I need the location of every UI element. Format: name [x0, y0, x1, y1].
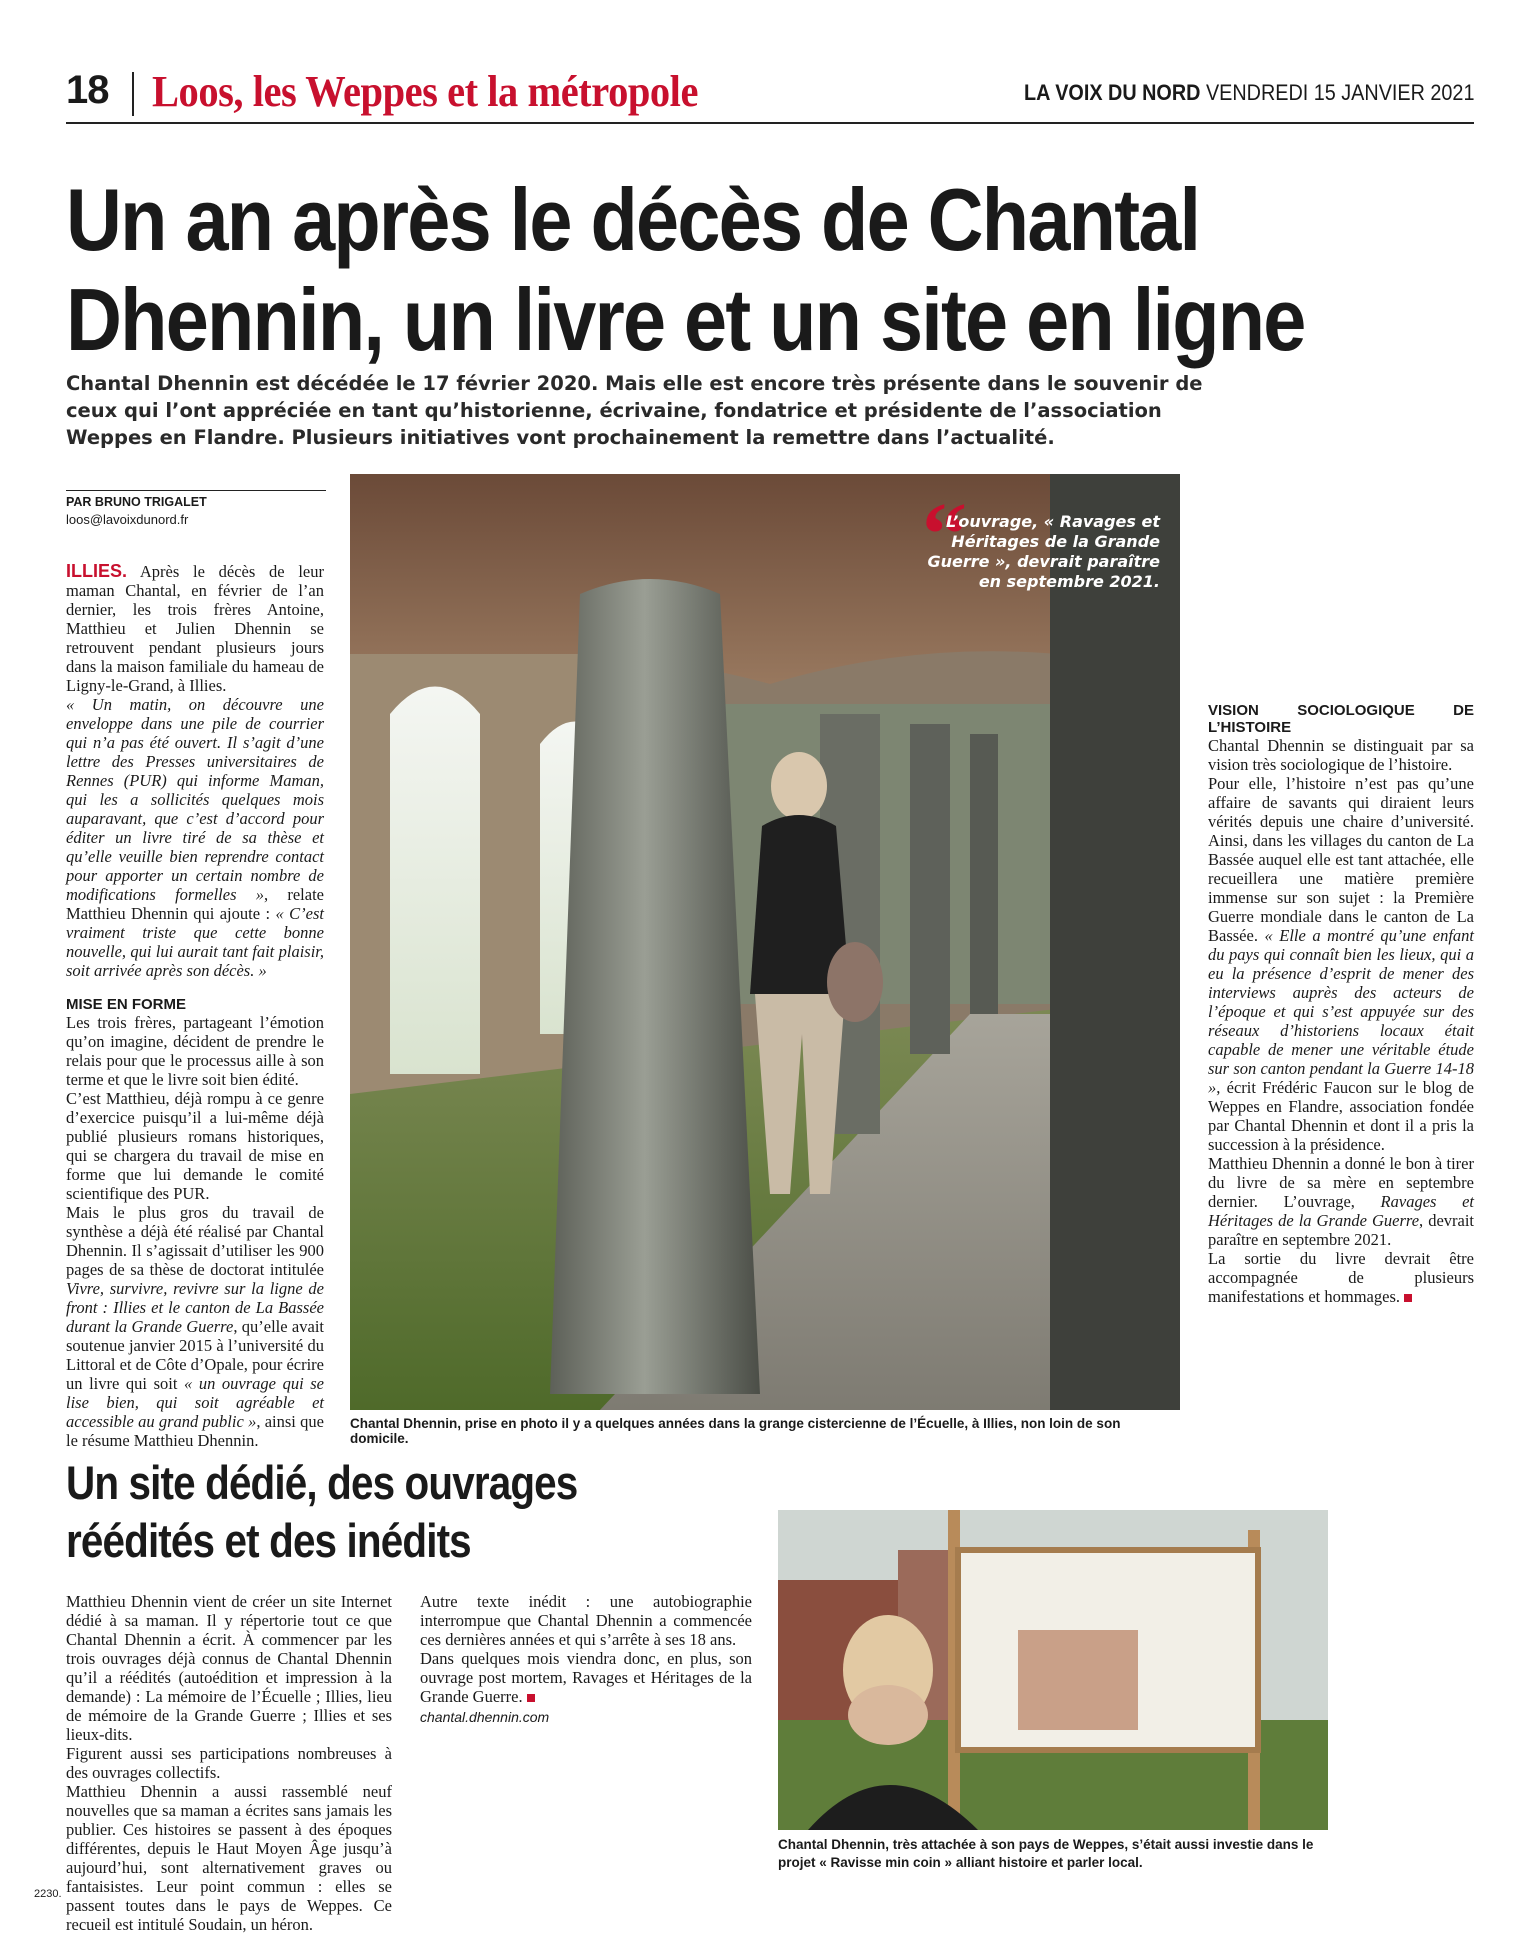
paragraph-text: Matthieu Dhennin a donné le bon à tirer du livre de sa mère en septembre dernier. L’ouvrage, — [1208, 1154, 1474, 1211]
paragraph — [66, 562, 324, 695]
paragraph: Chantal Dhennin se distinguait par sa vision très sociologique de l’histoire. — [1208, 736, 1474, 774]
paragraph — [420, 1649, 752, 1706]
paragraph: Autre texte inédit : une autobiographie interrompue que Chantal Dhennin a commencée ces dernières années et qui s’arrête à ses 18 ans. — [420, 1592, 752, 1649]
paragraph — [66, 1203, 324, 1450]
intertitle: VISION SOCIOLOGIQUE DE L’HISTOIRE — [1208, 702, 1474, 736]
pull-quote: L’ouvrage, « Ravages et Héritages de la Grande Guerre », devrait paraître en septembre 2021. — [927, 512, 1160, 591]
paragraph-text: Après le décès de leur maman Chantal, en février de l’an dernier, les trois frères Antoine, Matthieu et Julien Dhennin se retrouvent pendant plusieurs jours dans la maison familiale du hameau de Ligny-le-Grand, à Illies. — [66, 562, 324, 695]
article-lead: Chantal Dhennin est décédée le 17 février 2020. Mais elle est encore très présente dans le souvenir de ceux qui l’ont appréciée en tant qu’historienne, écrivaine, fondatrice et présidente de l’association Weppes en Flandre. Plusieurs initiatives vont prochainement la remettre dans l’actualité. — [66, 372, 1203, 449]
main-photo — [350, 474, 1180, 1410]
page-header — [66, 66, 1474, 124]
paragraph-text: Pour elle, l’histoire n’est pas qu’une affaire de savants qui diraient leurs vérités depuis une chaire d’université. Ainsi, dans les villages du canton de La Bassée auquel elle est tant attachée, elle recueillera une matière première immense sur son sujet : la Première Guerre mondiale dans le canton de La Bassée. — [1208, 774, 1474, 945]
end-mark-icon — [1404, 1294, 1412, 1302]
paragraph: Matthieu Dhennin a aussi rassemblé neuf nouvelles que sa maman a écrites sans jamais les publier. Ces histoires se passent à des époques différentes, depuis le Haut Moyen Âge jusqu’à aujourd’hui, sont alternativement graves ou fantaisistes. Leur point commun : elles se passent toutes dans le pays de Weppes. Ce recueil est intitulé Soudain, un héron. — [66, 1782, 392, 1934]
main-photo-caption: Chantal Dhennin, prise en photo il y a quelques années dans la grange cistercienne de l’Écuelle, à Illies, non loin de son domicile. — [350, 1416, 1121, 1446]
byline-author: PAR BRUNO TRIGALET — [66, 495, 207, 509]
issue-date: VENDREDI 15 JANVIER 2021 — [1205, 80, 1474, 105]
paragraph: Matthieu Dhennin vient de créer un site Internet dédié à sa maman. Il y répertorie tout ce que Chantal Dhennin a écrit. À commencer par les trois ouvrages déjà connus de Chantal Dhennin qu’il a réédités (autoédition et impression à la demande) : La mémoire de l’Écuelle ; Illies, lieu de mémoire de la Grande Guerre ; Illies et ses lieux-dits. — [66, 1592, 392, 1744]
secondary-photo — [778, 1510, 1328, 1830]
paragraph: Les trois frères, partageant l’émotion qu’on imagine, décident de prendre le relais pour que le processus aille à son terme et que le livre soit bien édité. — [66, 1013, 324, 1089]
book-title: Ravages et Héritages de la Grande Guerre — [1208, 1192, 1474, 1230]
paragraph — [1208, 774, 1474, 1154]
quote-mark-icon: “ — [922, 485, 967, 584]
paragraph — [1208, 1249, 1474, 1306]
website-link[interactable]: chantal.dhennin.com — [420, 1709, 550, 1725]
paragraph-text: , écrit Frédéric Faucon sur le blog de Weppes en Flandre, association fondée par Chantal Dhennin et dont il a pris la succession à la présidence. — [1208, 1078, 1474, 1154]
intertitle: MISE EN FORME — [66, 996, 187, 1013]
secondary-headline: Un site dédié, des ouvrages réédités et des inédits — [66, 1456, 578, 1567]
quote-text: « Elle a montré qu’une enfant du pays qui connaît bien les lieux, qui a eu la présence d’esprit de mener des interviews auprès des acteurs de l’époque et qui s’est appuyée sur des réseaux d’historiens locaux était capable de mener une véritable étude sur son canton pendant la Guerre 14-18 » — [1208, 926, 1474, 1097]
newspaper-masthead — [1024, 80, 1474, 106]
quote-text: « C’est vraiment triste que cette bonne nouvelle, qui lui aurait tant fait plaisir, soit arrivée après son décès. » — [66, 904, 324, 980]
quote-text: « Un matin, on découvre une enveloppe dans une pile de courrier qui n’a pas été ouvert. Il s’agit d’une lettre des Presses universitaires de Rennes (PUR) qui informe Maman, qui les a sollicités quelques mois auparavant, que c’est d’accord pour éditer un livre tiré de sa thèse et qu’elle veuille bien reprendre contact pour apporter un certain nombre de modifications formelles » — [66, 695, 324, 904]
footer-code: 2230. — [34, 1888, 62, 1900]
page-number: 18 — [66, 68, 109, 112]
paragraph-text: Mais le plus gros du travail de synthèse a déjà été réalisé par Chantal Dhennin. Il s’agissait d’utiliser les 900 pages de sa thèse de doctorat intitulée — [66, 1203, 324, 1279]
paragraph-text: , devrait paraître en septembre 2021. — [1208, 1211, 1475, 1249]
paragraph — [1208, 1154, 1474, 1249]
paragraph-text: , relate Matthieu Dhennin qui ajoute : — [66, 885, 324, 923]
paragraph-text: La sortie du livre devrait être accompagnée de plusieurs manifestations et hommages. — [1208, 1249, 1474, 1306]
header-divider — [132, 72, 134, 116]
paragraph: C’est Matthieu, déjà rompu à ce genre d’exercice puisqu’il a lui-même déjà publié plusieurs romans historiques, qui se chargera du travail de mise en forme que lui demande le comité scientifique des PUR. — [66, 1089, 324, 1203]
paragraph-text: Dans quelques mois viendra donc, en plus, son ouvrage post mortem, Ravages et Héritages de la Grande Guerre. — [420, 1649, 752, 1706]
section-title: Loos, les Weppes et la métropole — [152, 67, 698, 116]
secondary-column-1 — [66, 1592, 392, 1934]
byline-email[interactable]: loos@lavoixdunord.fr — [66, 512, 189, 527]
article-column-left — [66, 562, 324, 1450]
paragraph-text: , qu’elle avait soutenue janvier 2015 à l’université du Littoral et de Côte d’Opale, pour écrire un livre qui soit — [66, 1317, 324, 1393]
end-mark-icon — [527, 1694, 535, 1702]
paragraph — [66, 695, 324, 980]
quote-text: « un ouvrage qui se lise bien, qui soit agréable et accessible au grand public » — [66, 1374, 324, 1431]
secondary-column-2 — [420, 1592, 752, 1727]
byline — [66, 490, 326, 527]
article-headline: Un an après le décès de Chantal Dhennin, un livre et un site en ligne — [66, 170, 1305, 369]
dateline: ILLIES. — [66, 561, 128, 581]
paragraph-text: , ainsi que le résume Matthieu Dhennin. — [66, 1412, 324, 1450]
paragraph: Figurent aussi ses participations nombreuses à des ouvrages collectifs. — [66, 1744, 392, 1782]
thesis-title: Vivre, survivre, revivre sur la ligne de front : Illies et le canton de La Bassée durant la Grande Guerre — [66, 1279, 324, 1336]
secondary-photo-caption: Chantal Dhennin, très attachée à son pays de Weppes, s’était aussi investie dans le projet « Ravisse min coin » alliant histoire et parler local. — [778, 1837, 1314, 1870]
newspaper-name: LA VOIX DU NORD — [1023, 80, 1200, 105]
article-column-right — [1208, 472, 1474, 1306]
